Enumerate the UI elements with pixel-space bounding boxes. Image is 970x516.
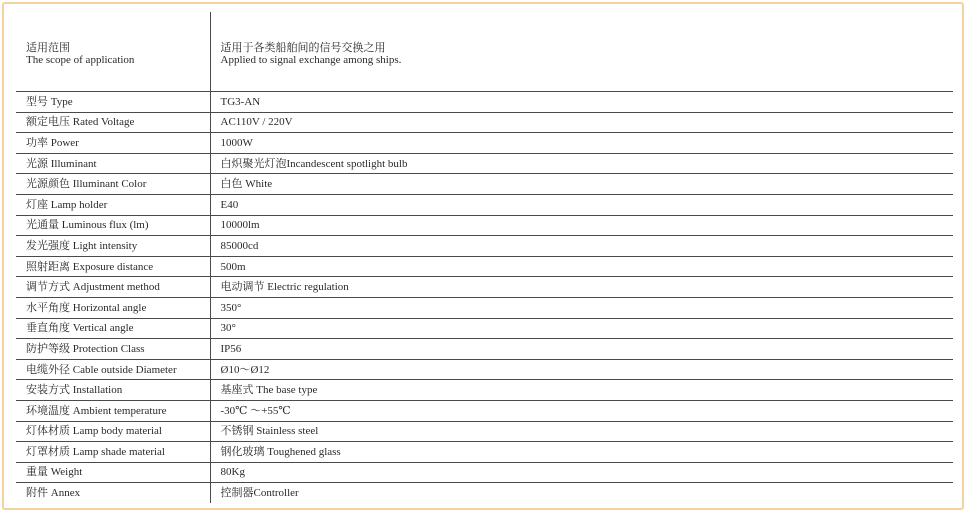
spec-label: 发光强度 Light intensity (16, 236, 210, 257)
page-frame (2, 2, 964, 510)
spec-row (16, 421, 953, 442)
spec-row (16, 380, 953, 401)
spec-card (16, 12, 953, 506)
spec-value: 白炽聚光灯泡Incandescent spotlight bulb (210, 153, 953, 174)
spec-label: 灯座 Lamp holder (16, 194, 210, 215)
spec-label: 附件 Annex (16, 483, 210, 503)
spec-row (16, 236, 953, 257)
scope-row (16, 12, 953, 92)
spec-row (16, 483, 953, 503)
spec-row (16, 133, 953, 154)
spec-label: 重量 Weight (16, 462, 210, 483)
spec-value: 钢化玻璃 Toughened glass (210, 442, 953, 463)
spec-value: E40 (210, 194, 953, 215)
spec-label: 光源颜色 Illuminant Color (16, 174, 210, 195)
spec-row (16, 256, 953, 277)
scope-value-zh: 适用于各类船舶间的信号交换之用 (220, 41, 386, 54)
spec-value: 10000lm (210, 215, 953, 236)
spec-row (16, 112, 953, 133)
spec-label: 防护等级 Protection Class (16, 339, 210, 360)
spec-value: 基座式 The base type (210, 380, 953, 401)
spec-label: 安装方式 Installation (16, 380, 210, 401)
spec-value: AC110V / 220V (210, 112, 953, 133)
spec-value: 85000cd (210, 236, 953, 257)
spec-value: 350° (210, 297, 953, 318)
spec-label: 环境温度 Ambient temperature (16, 400, 210, 421)
scope-label-zh: 适用范围 (26, 41, 70, 54)
spec-value: Ø10～Ø12 (210, 359, 953, 380)
spec-row (16, 318, 953, 339)
spec-label: 额定电压 Rated Voltage (16, 112, 210, 133)
spec-value: 不锈钢 Stainless steel (210, 421, 953, 442)
spec-row (16, 153, 953, 174)
spec-row (16, 174, 953, 195)
spec-label: 灯罩材质 Lamp shade material (16, 442, 210, 463)
spec-value: TG3-AN (210, 92, 953, 113)
spec-row (16, 194, 953, 215)
spec-row (16, 339, 953, 360)
spec-value: 控制器Controller (210, 483, 953, 503)
spec-row (16, 277, 953, 298)
spec-value: 80Kg (210, 462, 953, 483)
spec-row (16, 462, 953, 483)
spec-label: 水平角度 Horizontal angle (16, 297, 210, 318)
spec-table (16, 12, 953, 503)
spec-value: 30° (210, 318, 953, 339)
spec-row (16, 400, 953, 421)
spec-label: 灯体材质 Lamp body material (16, 421, 210, 442)
scope-label-en: The scope of application (26, 53, 135, 66)
spec-row (16, 297, 953, 318)
spec-label: 照射距离 Exposure distance (16, 256, 210, 277)
spec-label: 调节方式 Adjustment method (16, 277, 210, 298)
spec-value: 500m (210, 256, 953, 277)
spec-row (16, 92, 953, 113)
scope-value-en: Applied to signal exchange among ships. (220, 53, 402, 66)
spec-value: 电动调节 Electric regulation (210, 277, 953, 298)
spec-label: 型号 Type (16, 92, 210, 113)
spec-row (16, 442, 953, 463)
scope-value-cell (210, 12, 953, 92)
spec-label: 垂直角度 Vertical angle (16, 318, 210, 339)
spec-value: 1000W (210, 133, 953, 154)
scope-label-cell (16, 12, 210, 92)
spec-value: -30℃ ～+55℃ (210, 400, 953, 421)
spec-label: 电缆外径 Cable outside Diameter (16, 359, 210, 380)
spec-value: IP56 (210, 339, 953, 360)
spec-label: 光源 Illuminant (16, 153, 210, 174)
spec-row (16, 215, 953, 236)
spec-row (16, 359, 953, 380)
spec-label: 光通量 Luminous flux (lm) (16, 215, 210, 236)
spec-value: 白色 White (210, 174, 953, 195)
spec-label: 功率 Power (16, 133, 210, 154)
